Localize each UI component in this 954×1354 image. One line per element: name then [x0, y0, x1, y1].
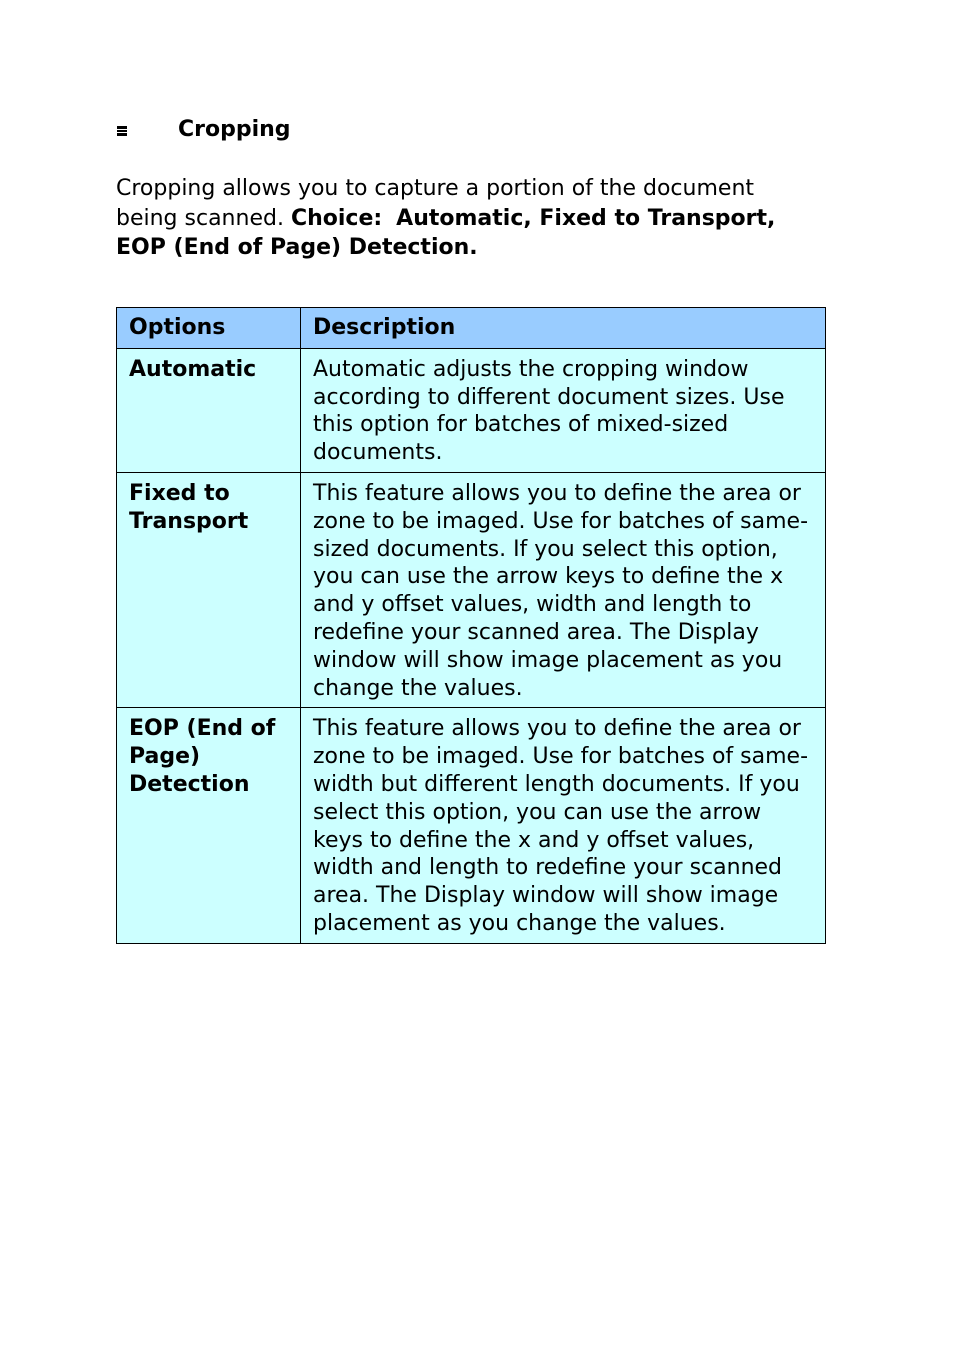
description-fixed-to-transport: This feature allows you to define the area or zone to be imaged. Use for batches of same-sized documents. If you select this option, you can use the arrow keys to define the x and y offset values, width and length to redefine your scanned area. The Display window will show image placement as you change the values. — [301, 472, 826, 707]
header-options: Options — [117, 308, 301, 349]
table-row — [117, 708, 826, 943]
option-fixed-to-transport: Fixed to Transport — [117, 472, 301, 707]
description-automatic: Automatic adjusts the cropping window according to different document sizes. Use this option for batches of mixed-sized documents. — [301, 348, 826, 472]
intro-paragraph — [116, 174, 816, 263]
description-eop-detection: This feature allows you to define the area or zone to be imaged. Use for batches of same-width but different length documents. If you select this option, you can use the arrow keys to define the x and y offset values, width and length to redefine your scanned area. The Display window will show image placement as you change the values. — [301, 708, 826, 943]
option-automatic: Automatic — [117, 348, 301, 472]
table-header-row — [117, 308, 826, 349]
options-table — [116, 307, 826, 944]
section-title: Cropping — [178, 117, 291, 142]
choice-values: Automatic, Fixed to Transport, EOP (End of Page) Detection. — [116, 205, 776, 260]
table-row — [117, 472, 826, 707]
choice-label: Choice: — [290, 205, 383, 231]
square-bullet-icon — [116, 125, 128, 137]
header-description: Description — [301, 308, 826, 349]
option-eop-detection: EOP (End of Page) Detection — [117, 708, 301, 943]
section-heading — [116, 116, 291, 144]
intro-text: Cropping allows you to capture a portion of the document being scanned. — [116, 176, 755, 231]
table-row — [117, 348, 826, 472]
